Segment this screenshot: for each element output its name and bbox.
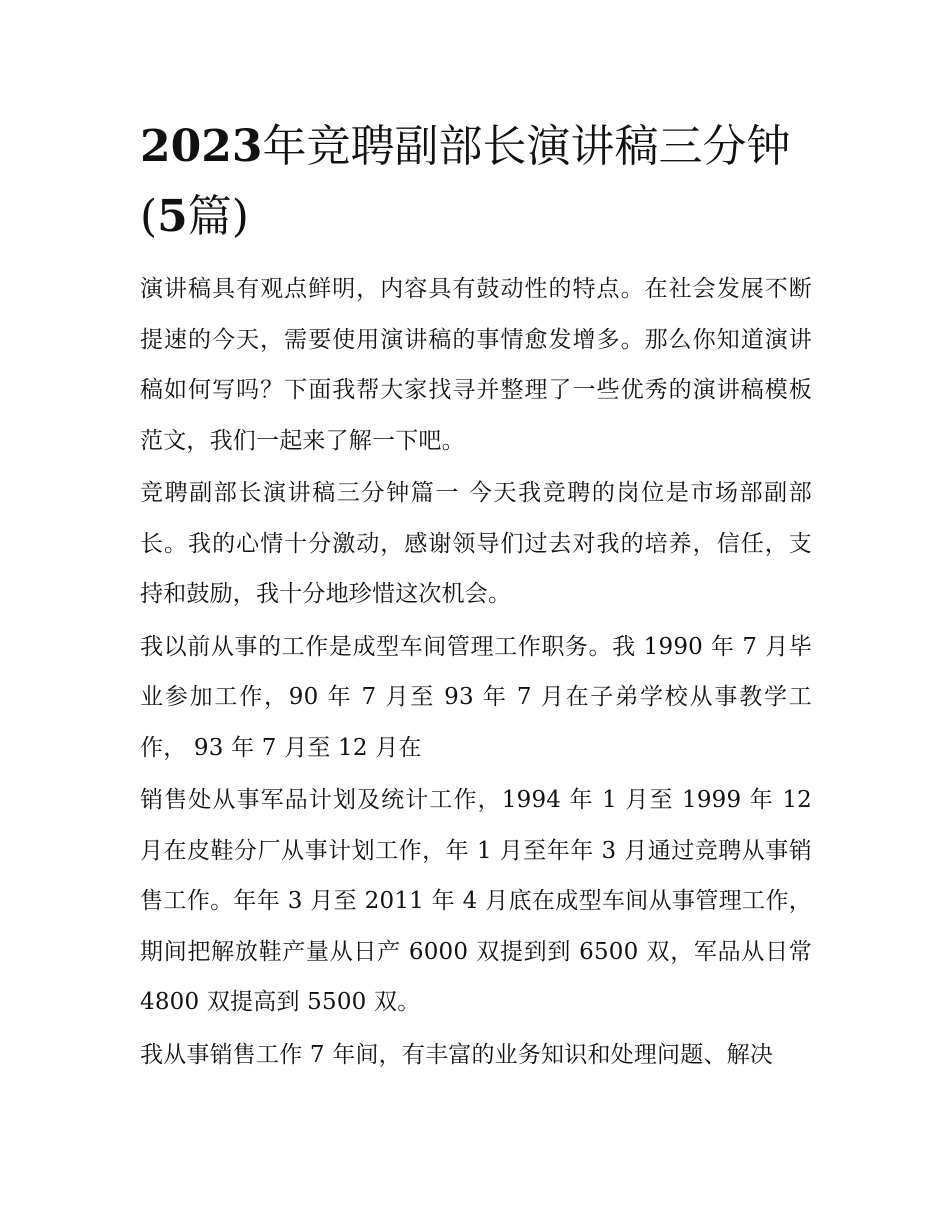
paragraph-experience: 我从事销售工作 7 年间，有丰富的业务知识和处理问题、解决 — [140, 1041, 774, 1068]
title-count: 5 — [157, 191, 188, 242]
title-suffix: 篇) — [187, 191, 249, 242]
paragraph-sales-history: 销售处从事军品计划及统计工作，1994 年 1 月至 1999 年 12 月在皮鞋分厂从事计划工作，年 1 月至年年 3 月通过竞聘从事销售工作。年年 3 月至 2011 年 4 月底在成型车间从事管理工作，期间把解放鞋产量从日产 6000 双提到到 6500 双，军品从日常 4800 双提高到 5500 双。 — [140, 787, 812, 1015]
title-year: 2023 — [140, 121, 263, 172]
paragraph-work-history: 我以前从事的工作是成型车间管理工作职务。我 1990 年 7 月毕业参加工作，90 年 7 月至 93 年 7 月在子弟学校从事教学工作， 93 年 7 月至 12 月在 — [140, 633, 812, 761]
paragraph-speech-opening: 竞聘副部长演讲稿三分钟篇一 今天我竞聘的岗位是市场部副部长。我的心情十分激动，感谢领导们过去对我的培养，信任，支持和鼓励，我十分地珍惜这次机会。 — [140, 480, 812, 607]
document-title — [140, 112, 812, 252]
paragraph-intro: 演讲稿具有观点鲜明，内容具有鼓动性的特点。在社会发展不断提速的今天，需要使用演讲稿的事情愈发增多。那么你知道演讲稿如何写吗？下面我帮大家找寻并整理了一些优秀的演讲稿模板范文，我们一起来了解一下吧。 — [140, 276, 812, 454]
title-text: 年竞聘副部长演讲稿三分钟( — [140, 121, 791, 242]
document-page — [140, 112, 812, 1082]
